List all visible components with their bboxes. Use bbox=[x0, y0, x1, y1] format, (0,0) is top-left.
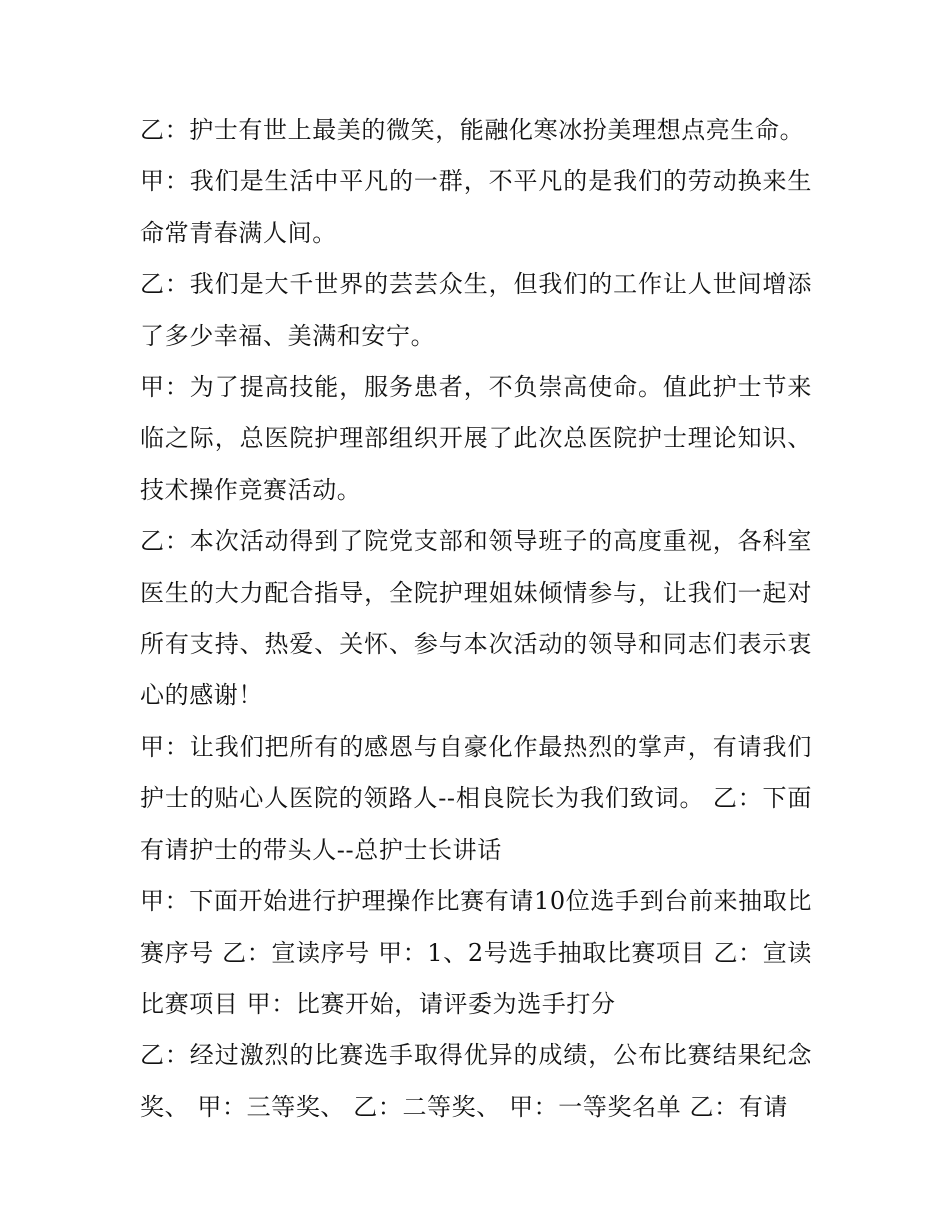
paragraph: 乙：我们是大千世界的芸芸众生，但我们的工作让人世间增添了多少幸福、美满和安宁。 bbox=[140, 270, 812, 350]
paragraph: 甲：我们是生活中平凡的一群，不平凡的是我们的劳动换来生命常青春满人间。 bbox=[140, 167, 812, 247]
paragraph: 乙：本次活动得到了院党支部和领导班子的高度重视，各科室医生的大力配合指导，全院护理姐妹倾情参与，让我们一起对所有支持、热爱、关怀、参与本次活动的领导和同志们表示衷心的感谢！ bbox=[140, 527, 812, 710]
paragraph: 乙：经过激烈的比赛选手取得优异的成绩，公布比赛结果纪念奖、 甲：三等奖、 乙：二等奖、 甲：一等奖名单 乙：有请 bbox=[140, 1041, 812, 1121]
paragraph: 乙：护士有世上最美的微笑，能融化寒冰扮美理想点亮生命。 bbox=[140, 116, 805, 144]
paragraph: 甲：让我们把所有的感恩与自豪化作最热烈的掌声，有请我们护士的贴心人医院的领路人--相良院长为我们致词。 乙：下面有请护士的带头人--总护士长讲话 bbox=[140, 732, 812, 864]
document-body bbox=[140, 105, 812, 1133]
paragraph: 甲：为了提高技能，服务患者，不负崇高使命。值此护士节来临之际，总医院护理部组织开展了此次总医院护士理论知识、技术操作竞赛活动。 bbox=[140, 373, 812, 504]
paragraph: 甲：下面开始进行护理操作比赛有请10位选手到台前来抽取比赛序号 乙：宣读序号 甲：1、2号选手抽取比赛项目 乙：宣读比赛项目 甲：比赛开始，请评委为选手打分 bbox=[140, 887, 812, 1018]
